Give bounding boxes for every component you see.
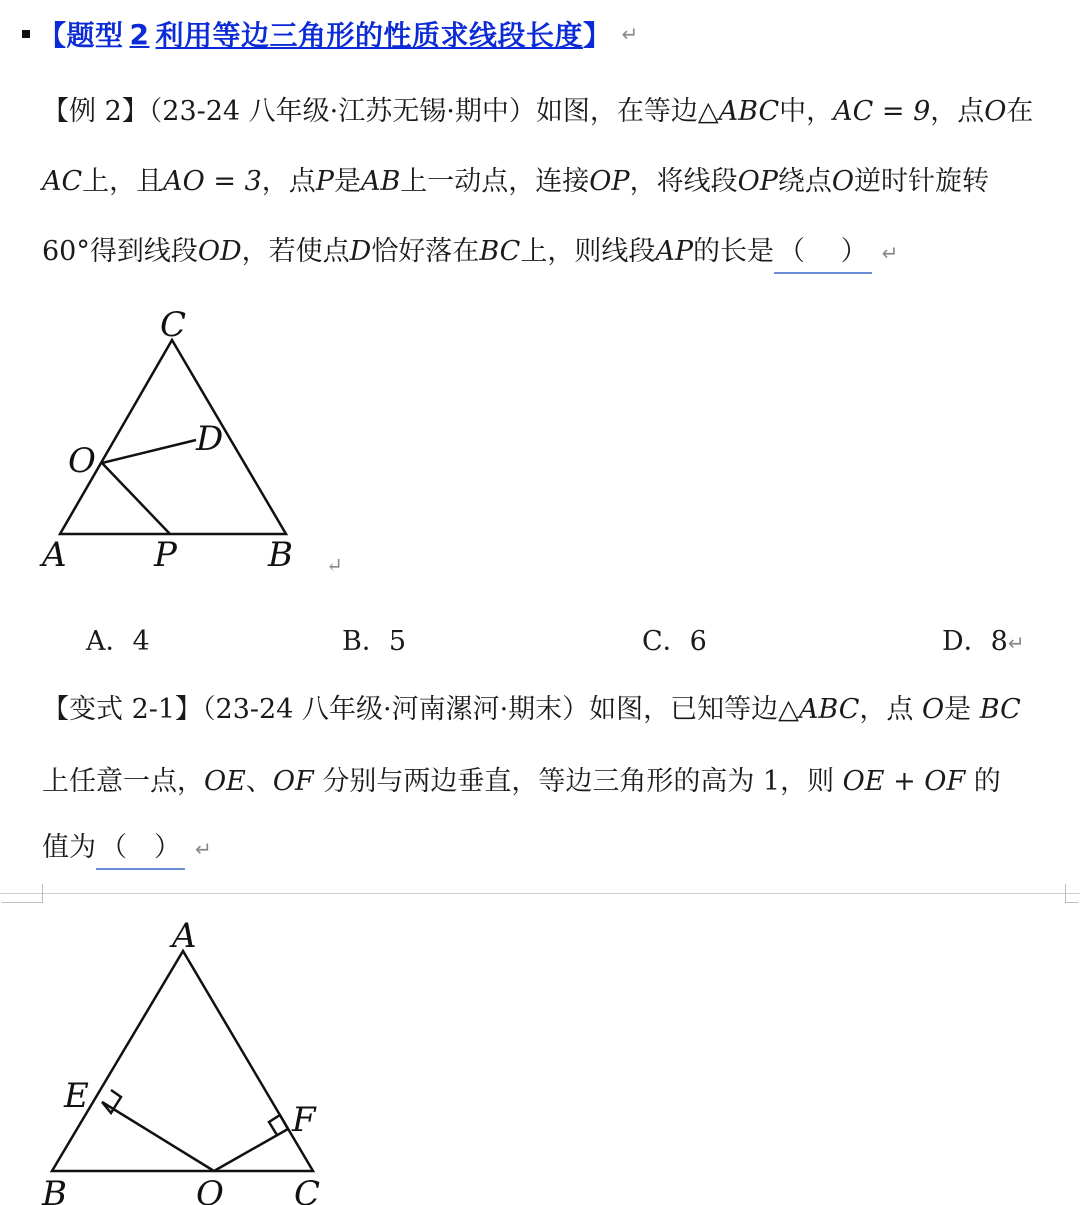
- heading-type-number: 2: [129, 17, 150, 51]
- heading-topic: 利用等边三角形的性质求线段长度: [155, 19, 584, 52]
- return-mark-icon: ↵: [881, 241, 899, 265]
- page-corner-mark-right: [1065, 884, 1078, 903]
- option-d[interactable]: D．8: [942, 626, 1008, 657]
- heading-bracket-open: 【: [38, 19, 67, 52]
- math-ac: AC: [42, 166, 83, 197]
- example-label: 【例 2】: [42, 96, 149, 127]
- variant-line-3: [42, 828, 212, 870]
- example-text: 绕点: [777, 166, 832, 197]
- variant-line-1: [42, 690, 1021, 730]
- math-of: OF: [272, 766, 314, 797]
- label-b: B: [268, 535, 293, 575]
- example-text: 是: [333, 166, 361, 197]
- bullet-icon: [22, 30, 30, 38]
- variant-text: 如图，已知等边△: [589, 694, 799, 725]
- example-text: 上，则线段: [520, 236, 656, 267]
- label-a: A: [172, 916, 197, 956]
- label-p: P: [154, 535, 177, 575]
- math-o: O: [984, 96, 1007, 127]
- page-break-line: [0, 893, 1080, 894]
- example-text: 逆时针旋转: [854, 166, 990, 197]
- right-angle-e: [102, 1090, 121, 1113]
- segment-of: [214, 1129, 288, 1171]
- math-o: O: [831, 166, 855, 197]
- return-mark-icon: ↵: [1007, 631, 1025, 655]
- example-text: 的长是: [693, 236, 774, 267]
- variant-text: 值为: [42, 832, 96, 863]
- math-od: OD: [197, 236, 242, 267]
- math-ab: AB: [360, 166, 401, 197]
- label-e: E: [64, 1076, 89, 1116]
- math-abc: ABC: [798, 694, 860, 725]
- math-o: O: [922, 694, 945, 725]
- option-c[interactable]: C．6: [642, 626, 707, 657]
- example-text: 上，且: [82, 166, 164, 197]
- segment-op: [102, 463, 170, 534]
- math-bc: BC: [979, 694, 1021, 725]
- heading-bracket-close: 】: [583, 19, 612, 52]
- example-line-1: [42, 92, 1033, 132]
- segment-od: [102, 440, 196, 463]
- label-o: O: [68, 441, 96, 481]
- segment-oe: [102, 1102, 214, 1171]
- label-d: D: [196, 419, 224, 459]
- figure-1-triangle: [36, 300, 366, 590]
- example-text: 恰好落在: [371, 236, 480, 267]
- option-b[interactable]: B．5: [342, 626, 407, 657]
- example-text: 在: [1006, 96, 1034, 127]
- variant-label: 【变式 2-1】: [42, 694, 203, 725]
- label-f: F: [292, 1100, 316, 1140]
- variant-line-2: [42, 762, 1001, 802]
- heading-type-label: 题型: [66, 19, 124, 52]
- variant-text: 分别与两边垂直，等边三角形的高为 1，则: [313, 766, 843, 797]
- variant-text: 是: [944, 694, 980, 725]
- example-line-2: [42, 162, 989, 202]
- math-ap: AP: [655, 236, 693, 267]
- figure-2-triangle: [36, 915, 366, 1205]
- section-heading: [22, 14, 639, 54]
- example-text: 60°得到线段: [42, 236, 198, 267]
- variant-source: （23-24 八年级·河南漯河·期末）: [202, 694, 590, 725]
- variant-text: 、: [245, 766, 273, 797]
- variant-text: ，点: [859, 694, 923, 725]
- math-d: D: [349, 236, 372, 267]
- label-a: A: [42, 535, 67, 575]
- example-text: 如图，在等边△: [535, 96, 719, 127]
- math-op: OP: [737, 166, 778, 197]
- label-o: O: [196, 1174, 224, 1205]
- example-source: （23-24 八年级·江苏无锡·期中）: [148, 96, 536, 127]
- return-mark-icon: ↵: [326, 553, 343, 577]
- return-mark-icon: ↵: [195, 837, 212, 861]
- math-op: OP: [589, 166, 630, 197]
- answer-blank[interactable]: （ ）: [96, 828, 185, 870]
- page-corner-mark-left: [2, 884, 43, 903]
- return-mark-icon: ↵: [621, 22, 639, 46]
- math-ao-eq: AO = 3: [163, 166, 262, 197]
- math-p: P: [315, 166, 334, 197]
- option-a[interactable]: A．4: [86, 626, 150, 657]
- example-text: 上一动点，连接: [400, 166, 590, 197]
- option-d-wrap: [942, 624, 1025, 661]
- math-ac-eq: AC = 9: [833, 96, 931, 127]
- variant-text: 的: [965, 766, 1001, 797]
- example-text: ，点: [261, 166, 316, 197]
- triangle-abc: [60, 340, 286, 534]
- math-abc: ABC: [718, 96, 780, 127]
- label-c: C: [294, 1174, 321, 1205]
- math-oe-plus-of: OE + OF: [842, 766, 966, 797]
- example-text: 中，: [779, 96, 834, 127]
- math-oe: OE: [204, 766, 246, 797]
- example-text: ，点: [930, 96, 985, 127]
- math-bc: BC: [479, 236, 521, 267]
- example-text: ，若使点: [241, 236, 350, 267]
- example-line-3: [42, 232, 898, 274]
- variant-text: 上任意一点，: [42, 766, 204, 797]
- label-c: C: [160, 305, 187, 345]
- example-text: ，将线段: [629, 166, 738, 197]
- label-b: B: [42, 1174, 67, 1205]
- answer-blank[interactable]: （ ）: [774, 232, 872, 274]
